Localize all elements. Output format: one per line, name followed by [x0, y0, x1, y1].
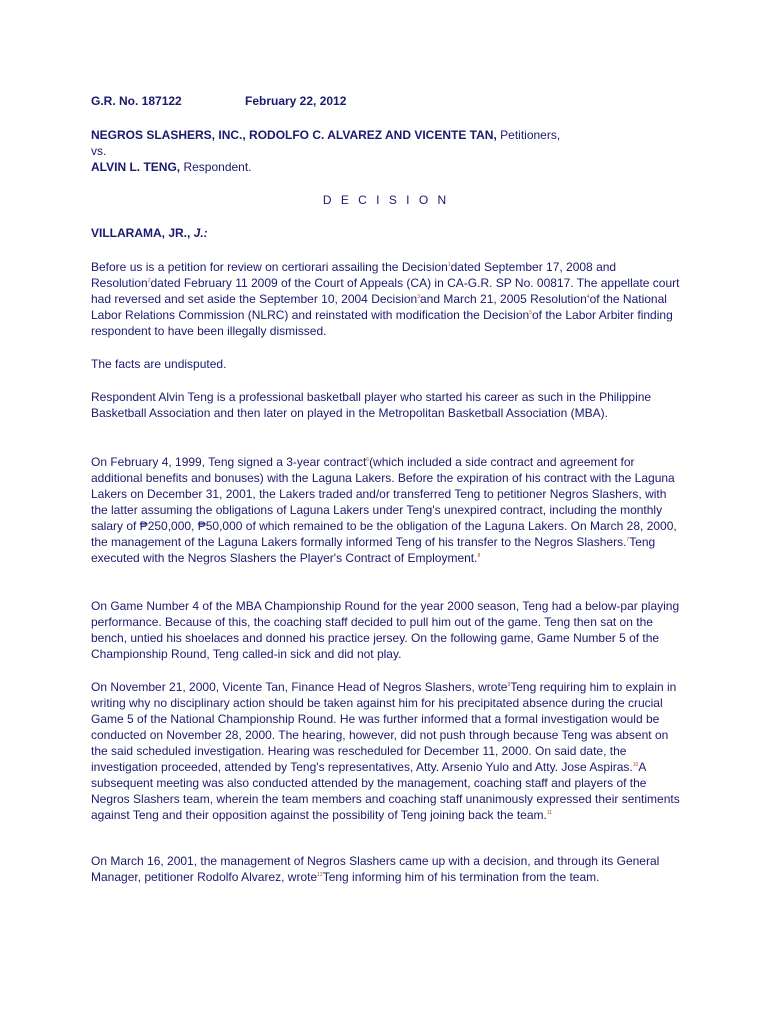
footnote-12-link[interactable]: 12 — [317, 872, 323, 878]
parties-block — [91, 127, 681, 175]
footnote-11-link[interactable]: 11 — [546, 810, 553, 816]
footnote-8-link[interactable]: 8 — [477, 553, 481, 559]
decision-date: February 22, 2012 — [245, 94, 347, 108]
case-heading — [91, 93, 681, 109]
footnote-9-link[interactable]: 9 — [507, 682, 511, 688]
p7-text-a: On March 16, 2001, the management of Negros Slashers came up with a decision, and through its General Manager, petitioner Rodolfo Alvarez, wrote — [91, 854, 660, 884]
paragraph-5: On Game Number 4 of the MBA Championship Round for the year 2000 season, Teng had a below-par playing performance. Because of this, the coaching staff decided to pull him out of the game. Teng then sat on the bench, untied his shoelaces and donned his practice jersey. On the following game, Game Number 5 of the Championship Round, Teng called-in sick and did not play. — [91, 599, 680, 661]
petitioners-names: NEGROS SLASHERS, INC., RODOLFO C. ALVAREZ AND VICENTE TAN, — [91, 128, 497, 142]
paragraph-7 — [91, 853, 681, 885]
ponente-name: VILLARAMA, JR., — [91, 226, 194, 240]
p1-text-c: dated February 11 2009 of the Court of Appeals (CA) in CA-G.R. SP No. 00817. The appellate court had reversed and set aside the September 10, 2004 Decision — [91, 276, 680, 306]
footnote-1-link[interactable]: 1 — [447, 262, 451, 268]
paragraph-4 — [91, 454, 681, 566]
footnote-5-link[interactable]: 5 — [529, 310, 532, 316]
respondent-name: ALVIN L. TENG, — [91, 160, 181, 174]
footnote-4-link[interactable]: 4 — [586, 294, 590, 300]
footnote-10-link[interactable]: 10 — [632, 762, 639, 768]
paragraph-6 — [91, 679, 681, 823]
paragraph-3: Respondent Alvin Teng is a professional basketball player who started his career as such in the Philippine Basketball Association and then later on played in the Metropolitan Basketball Association (MBA). — [91, 390, 652, 420]
p4-text-c: Teng executed with the Negros Slashers the Player's Contract of Employment. — [91, 535, 656, 565]
p1-text-f: of the Labor Arbiter finding respondent to have been illegally dismissed. — [91, 308, 673, 338]
p6-text-a: On November 21, 2000, Vicente Tan, Finance Head of Negros Slashers, wrote — [91, 680, 508, 694]
ponente-title: J.: — [193, 226, 208, 240]
decision-title: D E C I S I O N — [322, 193, 450, 207]
footnote-2-link[interactable]: 2 — [147, 278, 151, 284]
petitioners-label: Petitioners, — [500, 128, 561, 142]
p6-text-b: Teng requiring him to explain in writing why no disciplinary action should be taken against him for his precipitated absence during the crucial Game 5 of the National Championship Round. He was further informed that a formal investigation would be conducted on November 28, 2000. The hearing, however, did not push through because Teng was absent on the said scheduled investigation. Hearing was rescheduled for December 11, 2000. On said date, the investigation proceeded, attended by Teng's representatives, Atty. Arsenio Yulo and Atty. Jose Aspiras. — [91, 680, 677, 774]
p4-text-b: (which included a side contract and agreement for additional benefits and bonuses) with the Laguna Lakers. Before the expiration of his contract with the Laguna Lakers on December 31, 2001, the Lakers traded and/or transferred Teng to petitioner Negros Slashers, with the latter assuming the obligations of Laguna Lakers under Teng's unexpired contract, including the monthly salary of ₱250,000, ₱50,000 of which remained to be the obligation of the Laguna Lakers. On March 28, 2000, the management of the Laguna Lakers formally informed Teng of his transfer to the Negros Slashers. — [91, 455, 677, 549]
versus-label: vs. — [91, 144, 107, 158]
p4-text-a: On February 4, 1999, Teng signed a 3-year contract — [91, 455, 367, 469]
p1-text-e: of the National Labor Relations Commission (NLRC) and reinstated with modification the Decision — [91, 292, 667, 322]
p1-text-d: and March 21, 2005 Resolution — [420, 292, 587, 306]
p1-text-a: Before us is a petition for review on certiorari assailing the Decision — [91, 260, 448, 274]
p6-text-c: A subsequent meeting was also conducted attended by the management, coaching staff and players of the Negros Slashers team, wherein the team members and coaching staff unanimously expressed their sentiments against Teng and their opposition against the possibility of Teng joining back the team. — [91, 760, 680, 822]
gr-number: G.R. No. 187122 — [91, 94, 182, 108]
footnote-6-link[interactable]: 6 — [366, 457, 370, 463]
footnote-3-link[interactable]: 3 — [417, 294, 420, 300]
p1-text-b: dated September 17, 2008 and Resolution — [91, 260, 617, 290]
p7-text-b: Teng informing him of his termination from the team. — [322, 870, 600, 884]
ponente — [91, 225, 681, 241]
paragraph-1 — [91, 259, 681, 339]
paragraph-2: The facts are undisputed. — [91, 357, 227, 371]
respondent-label: Respondent. — [183, 160, 252, 174]
footnote-7-link[interactable]: 7 — [626, 537, 630, 543]
